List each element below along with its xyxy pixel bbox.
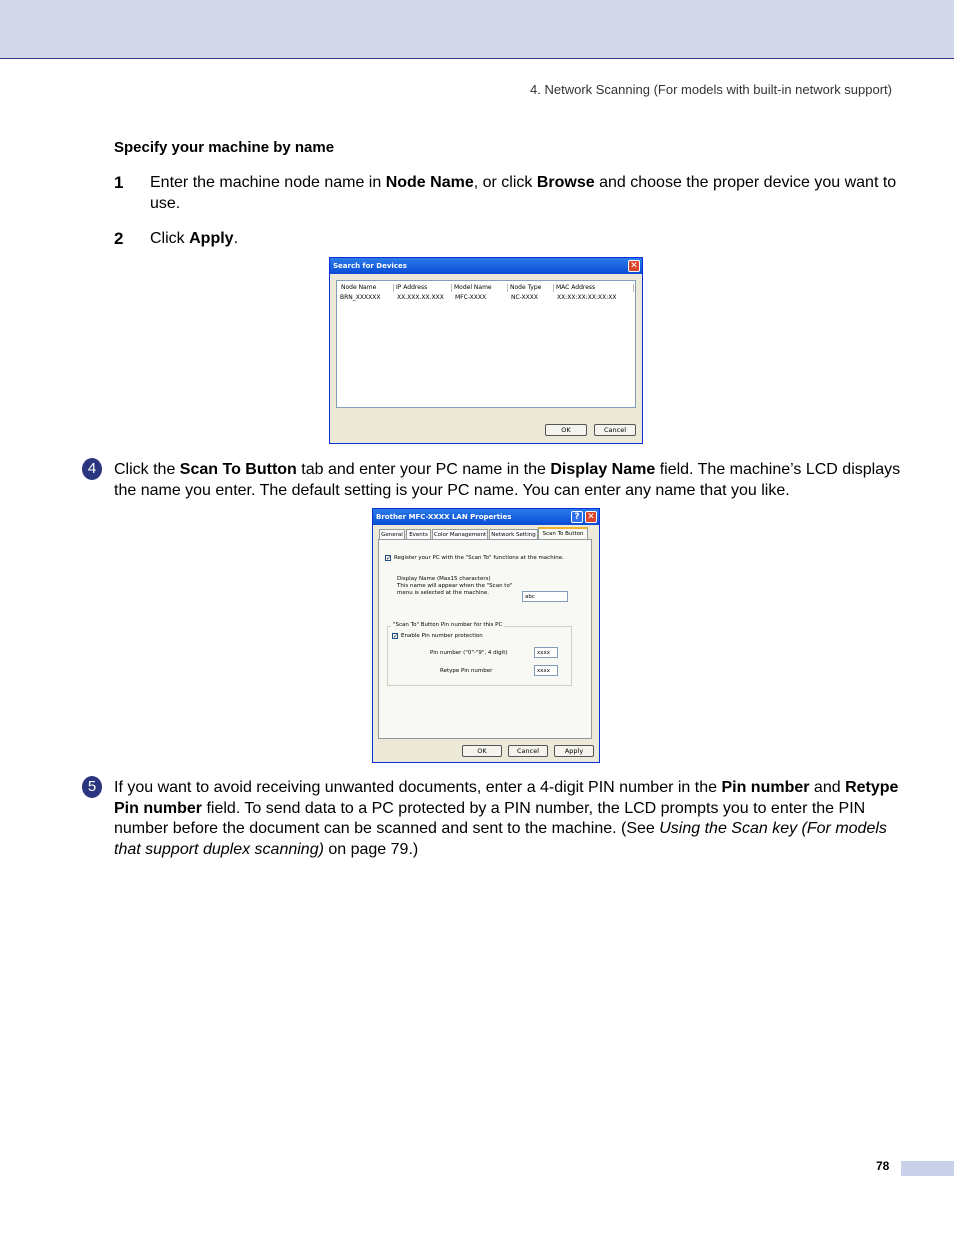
- pin-number-field[interactable]: xxxx: [534, 647, 558, 658]
- device-list[interactable]: [336, 280, 636, 408]
- column-header[interactable]: MAC Address: [554, 284, 634, 292]
- step-1-text: Enter the machine node name in Node Name, or click Browse and choose the proper device you want to use.: [150, 174, 897, 212]
- register-label: Register your PC with the "Scan To" functions at the machine.: [394, 555, 564, 561]
- pin-group-label: "Scan To" Button Pin number for this PC: [393, 622, 503, 628]
- cell-ip-address[interactable]: XX.XXX.XX.XXX: [397, 294, 444, 301]
- scan-to-button-panel: [378, 539, 592, 739]
- close-icon[interactable]: ✕: [585, 511, 597, 523]
- column-header[interactable]: Node Type: [508, 284, 554, 292]
- register-checkbox[interactable]: ✓: [386, 555, 392, 562]
- dialog-title: Search for Devices: [333, 262, 407, 270]
- dialog-titlebar: [330, 258, 642, 274]
- footer-bar: [901, 1161, 954, 1176]
- lan-properties-dialog: [372, 508, 600, 763]
- step-2-text: Click Apply.: [150, 230, 239, 247]
- apply-button[interactable]: Apply: [554, 745, 594, 757]
- cell-model-name[interactable]: MFC-XXXX: [455, 294, 487, 301]
- column-header[interactable]: Model Name: [452, 284, 508, 292]
- retype-pin-label: Retype Pin number: [440, 668, 493, 674]
- column-header[interactable]: IP Address: [394, 284, 452, 292]
- pin-number-label: Pin number ("0"-"9", 4 digit): [430, 650, 508, 656]
- step-4-text: Click the Scan To Button tab and enter your PC name in the Display Name field. The machine’s LCD displays the name you enter. The default setting is your PC name. You can enter any name that you like.: [114, 461, 901, 499]
- display-name-hint: menu is selected at the machine.: [397, 590, 490, 596]
- search-devices-dialog: [329, 257, 643, 444]
- ok-button[interactable]: OK: [462, 745, 502, 757]
- page-number: 78: [876, 1159, 890, 1173]
- step-2-number: 2: [114, 229, 124, 248]
- cell-node-type[interactable]: NC-XXXX: [511, 294, 538, 301]
- display-name-label: Display Name (Max15 characters): [397, 576, 491, 582]
- ok-button[interactable]: OK: [545, 424, 587, 436]
- step-5-text: If you want to avoid receiving unwanted documents, enter a 4-digit PIN number in the Pin number and Retype Pin number field. To send data to a PC protected by a PIN number, the LCD prompts you to enter the PIN number before the document can be scanned and sent to the machine. (See Using the Scan key (For models that support duplex scanning) on page 79.): [114, 779, 899, 858]
- help-icon[interactable]: ?: [571, 511, 583, 523]
- cancel-button[interactable]: Cancel: [594, 424, 636, 436]
- tab-events[interactable]: Events: [406, 529, 431, 539]
- step-5-number: 5: [82, 776, 102, 798]
- tab-network-setting[interactable]: Network Setting: [489, 529, 538, 539]
- column-header[interactable]: Node Name: [339, 284, 394, 292]
- display-name-field[interactable]: abc: [522, 591, 568, 602]
- enable-pin-label: Enable Pin number protection: [401, 633, 483, 639]
- section-subheading: Specify your machine by name: [114, 139, 335, 156]
- tab-color-management[interactable]: Color Management: [432, 529, 488, 539]
- step-4-number: 4: [82, 458, 102, 480]
- cancel-button[interactable]: Cancel: [508, 745, 548, 757]
- dialog-titlebar: [373, 509, 599, 525]
- cell-mac-address[interactable]: XX:XX:XX:XX:XX:XX: [557, 294, 617, 301]
- close-icon[interactable]: ✕: [628, 260, 640, 272]
- display-name-hint: This name will appear when the "Scan to": [397, 583, 513, 589]
- step-1-number: 1: [114, 173, 124, 192]
- tab-general[interactable]: General: [379, 529, 405, 539]
- dialog-title: Brother MFC-XXXX LAN Properties: [376, 513, 512, 521]
- tab-scan-to-button[interactable]: Scan To Button: [538, 527, 588, 540]
- enable-pin-checkbox[interactable]: ✓: [393, 633, 399, 640]
- retype-pin-field[interactable]: xxxx: [534, 665, 558, 676]
- running-head: 4. Network Scanning (For models with built-in network support): [530, 82, 892, 97]
- header-band: [0, 0, 954, 59]
- cell-node-name[interactable]: BRN_XXXXXX: [340, 294, 381, 301]
